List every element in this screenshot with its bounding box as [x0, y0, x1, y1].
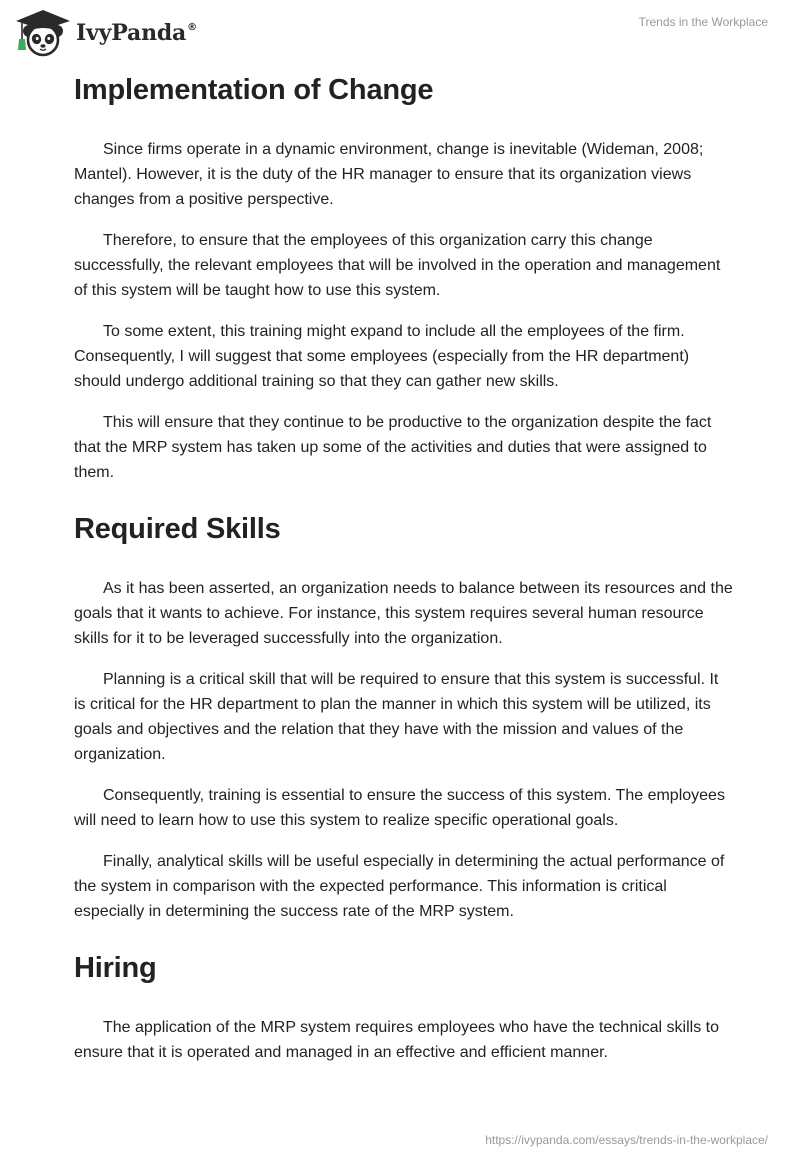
- source-url-link[interactable]: https://ivypanda.com/essays/trends-in-the-workplace/: [485, 1133, 768, 1147]
- essay-content: [74, 68, 734, 1065]
- ivypanda-logo[interactable]: [14, 8, 197, 58]
- brand-name: IvyPanda®: [76, 20, 197, 46]
- paragraph: Since firms operate in a dynamic environment, change is inevitable (Wideman, 2008; Mantel). However, it is the duty of the HR manager to ensure that its organization views changes from a positive perspective.: [74, 141, 704, 208]
- section-implementation-of-change: [74, 68, 734, 485]
- paragraph: Finally, analytical skills will be useful especially in determining the actual performance of the system in comparison with the expected performance. This information is critical especially in determining the success rate of the MRP system.: [74, 853, 725, 920]
- paragraph: Planning is a critical skill that will be required to ensure that this system is successful. It is critical for the HR department to plan the manner in which this system will be utilized, its goals and objectives and the relation that they have with the mission and values of the organization.: [74, 671, 719, 763]
- paragraph: To some extent, this training might expand to include all the employees of the firm. Consequently, I will suggest that some employees (especially from the HR department) should undergo additional training so that they can gather new skills.: [74, 323, 690, 390]
- paragraph: This will ensure that they continue to be productive to the organization despite the fact that the MRP system has taken up some of the activities and duties that were assigned to them.: [74, 414, 712, 481]
- paragraph: Therefore, to ensure that the employees of this organization carry this change successfully, the relevant employees that will be involved in the operation and management of this system will be taught how to use this system.: [74, 232, 721, 299]
- section-heading: Required Skills: [74, 513, 281, 545]
- document-title: Trends in the Workplace: [638, 15, 768, 29]
- panda-graduation-cap-icon: [14, 8, 72, 58]
- paragraph: As it has been asserted, an organization needs to balance between its resources and the goals that it wants to achieve. For instance, this system requires several human resource skills for it to be leveraged successfully into the organization.: [74, 580, 733, 647]
- section-heading: Implementation of Change: [74, 74, 434, 106]
- section-heading: Hiring: [74, 952, 157, 984]
- section-hiring: [74, 946, 734, 1065]
- page-header: [0, 0, 800, 64]
- paragraph: Consequently, training is essential to ensure the success of this system. The employees will need to learn how to use this system to realize specific operational goals.: [74, 787, 725, 829]
- registered-mark: ®: [187, 22, 197, 33]
- section-required-skills: [74, 507, 734, 924]
- paragraph: The application of the MRP system requires employees who have the technical skills to ensure that it is operated and managed in an effective and efficient manner.: [74, 1019, 720, 1061]
